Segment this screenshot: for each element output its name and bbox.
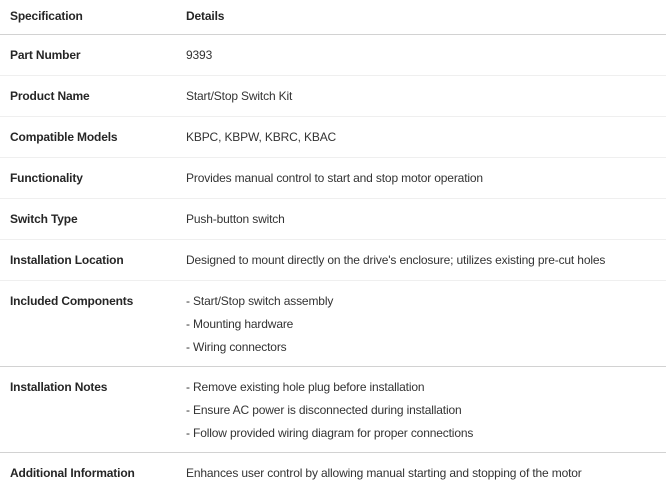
table-row-installation-notes [0, 367, 666, 453]
spec-details [186, 35, 666, 74]
detail-line: Enhances user control by allowing manual starting and stopping of the motor [186, 466, 582, 480]
spec-label: Compatible Models [10, 130, 118, 144]
spec-label: Included Components [10, 294, 134, 308]
detail-line: KBPC, KBPW, KBRC, KBAC [186, 130, 337, 144]
detail-line: 9393 [186, 48, 213, 62]
table-row-product-name [0, 76, 666, 117]
spec-label: Functionality [10, 171, 83, 185]
table-row-switch-type [0, 199, 666, 240]
table-row-compatible-models [0, 117, 666, 158]
spec-details [186, 76, 666, 115]
column-header-specification: Specification [10, 9, 83, 23]
detail-line: - Remove existing hole plug before installation [186, 380, 425, 394]
detail-line: Provides manual control to start and stop motor operation [186, 171, 483, 185]
detail-line: - Wiring connectors [186, 340, 287, 354]
table-row-additional-information [0, 453, 666, 494]
detail-line: - Follow provided wiring diagram for proper connections [186, 426, 474, 440]
detail-line: - Start/Stop switch assembly [186, 294, 334, 308]
spec-label: Installation Location [10, 253, 124, 267]
spec-label: Switch Type [10, 212, 78, 226]
spec-details [186, 199, 666, 238]
detail-line: Start/Stop Switch Kit [186, 89, 293, 103]
table-header-row [0, 0, 666, 35]
spec-details [186, 281, 666, 366]
detail-line: Designed to mount directly on the drive's enclosure; utilizes existing pre-cut holes [186, 253, 606, 267]
table-row-included-components [0, 281, 666, 367]
spec-label: Additional Information [10, 466, 135, 480]
table-row-functionality [0, 158, 666, 199]
spec-details [186, 453, 666, 492]
spec-label: Installation Notes [10, 380, 108, 394]
spec-label: Product Name [10, 89, 90, 103]
spec-details [186, 158, 666, 197]
spec-label: Part Number [10, 48, 81, 62]
column-header-details: Details [186, 9, 225, 23]
spec-details [186, 240, 666, 279]
spec-details [186, 367, 666, 452]
table-row-installation-location [0, 240, 666, 281]
detail-line: - Ensure AC power is disconnected during installation [186, 403, 462, 417]
detail-line: - Mounting hardware [186, 317, 294, 331]
table-row-part-number [0, 35, 666, 76]
spec-details [186, 117, 666, 156]
detail-line: Push-button switch [186, 212, 285, 226]
